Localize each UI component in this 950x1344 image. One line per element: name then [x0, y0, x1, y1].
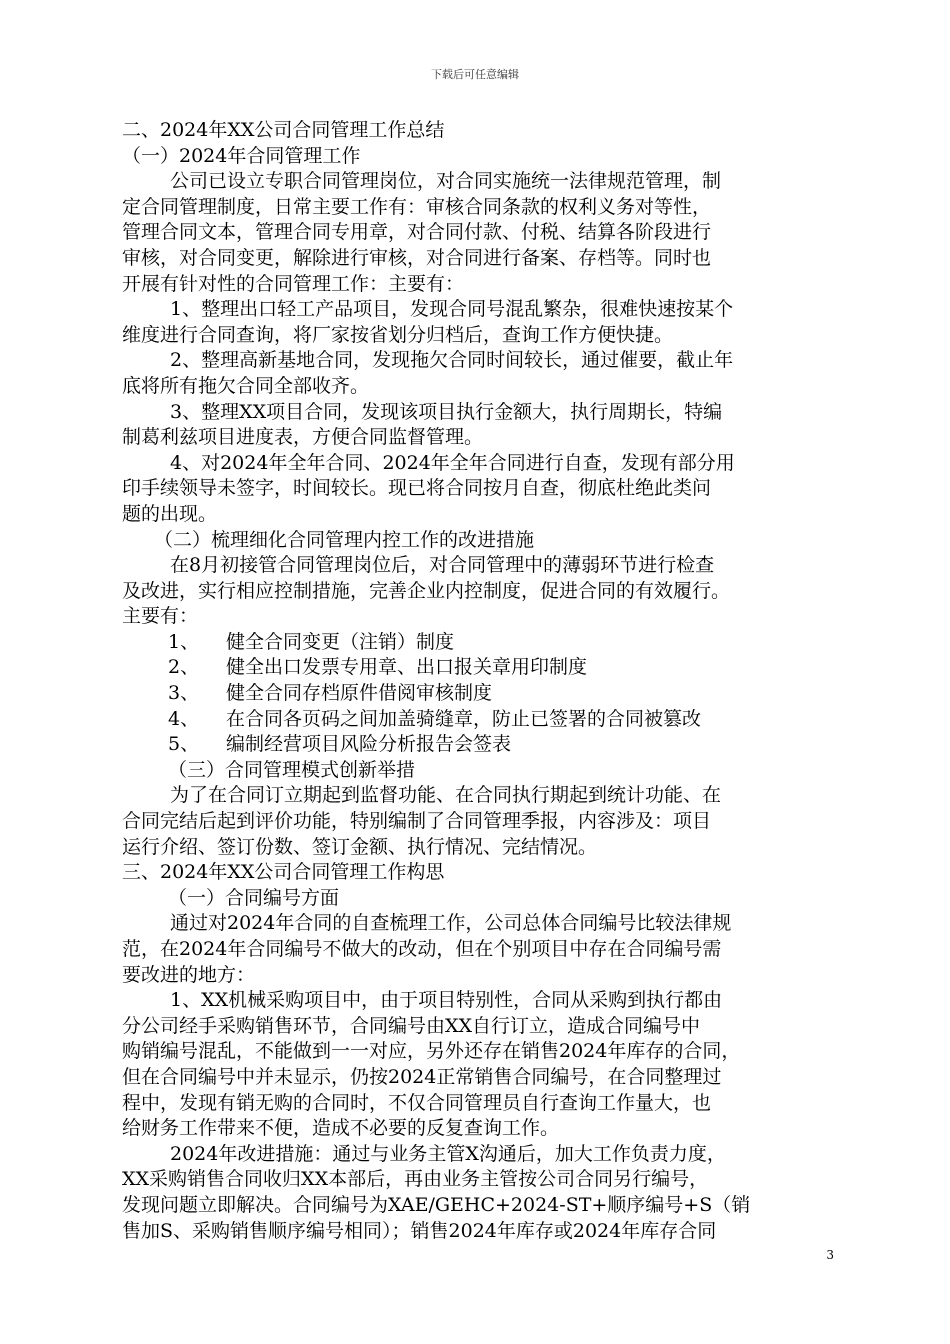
line-text: 主要有：	[122, 605, 199, 628]
line-text: 2、整理高新基地合同，发现拖欠合同时间较长，通过催要，截止年	[170, 349, 734, 372]
text-line	[122, 553, 834, 579]
text-line	[122, 1039, 834, 1065]
line-text: 为了在合同订立期起到监督功能、在合同执行期起到统计功能、在	[170, 784, 722, 807]
line-text: 健全合同存档原件借阅审核制度	[226, 682, 493, 705]
line-text: 二、2024年XX公司合同管理工作总结	[122, 119, 445, 141]
text-line	[122, 655, 834, 681]
line-text: 2024年改进措施：通过与业务主管X沟通后，加大工作负责力度，	[170, 1142, 726, 1165]
text-line	[122, 783, 834, 809]
line-text: 公司已设立专职合同管理岗位，对合同实施统一法律规范管理，制	[170, 170, 722, 193]
line-text: 但在合同编号中并未显示，仍按2024正常销售合同编号，在合同整理过	[122, 1065, 722, 1088]
text-line	[122, 400, 834, 426]
line-text: （一）2024年合同管理工作	[122, 144, 361, 167]
line-text: 购销编号混乱，不能做到一一对应，另外还存在销售2024年库存的合同，	[122, 1040, 741, 1063]
text-line	[122, 195, 834, 221]
line-text: 维度进行合同查询，将厂家按省划分归档后，查询工作方便快捷。	[122, 323, 674, 346]
text-line	[122, 758, 834, 784]
text-line	[122, 1219, 834, 1245]
line-text: 印手续领导未签字，时间较长。现已将合同按月自查，彻底杜绝此类问	[122, 477, 712, 500]
text-line	[122, 681, 834, 707]
list-number: 5、	[168, 733, 200, 756]
line-text: 运行介绍、签订份数、签订金额、执行情况、完结情况。	[122, 835, 598, 858]
text-line	[122, 348, 834, 374]
line-text: 题的出现。	[122, 502, 218, 525]
line-text: 发现问题立即解决。合同编号为XAE/GEHC+2024-ST+顺序编号+S（销	[122, 1193, 751, 1216]
line-text: 程中，发现有销无购的合同时，不仅合同管理员自行查询工作量大，也	[122, 1091, 712, 1114]
text-line	[122, 1091, 834, 1117]
text-line	[122, 272, 834, 298]
text-line	[122, 476, 834, 502]
text-line	[122, 144, 834, 170]
text-line	[122, 988, 834, 1014]
line-text: 合同完结后起到评价功能，特别编制了合同管理季报，内容涉及：项目	[122, 810, 712, 833]
text-line	[122, 707, 834, 733]
text-line	[122, 451, 834, 477]
line-text: 通过对2024年合同的自查梳理工作，公司总体合同编号比较法律规	[170, 912, 732, 935]
text-line	[122, 809, 834, 835]
text-line	[122, 220, 834, 246]
text-line	[122, 528, 834, 554]
text-line	[122, 630, 834, 656]
line-text: 制葛利兹项目进度表，方便合同监督管理。	[122, 426, 484, 449]
text-line	[122, 579, 834, 605]
line-text: 三、2024年XX公司合同管理工作构思	[122, 861, 445, 884]
text-line	[122, 1014, 834, 1040]
line-text: 健全合同变更（注销）制度	[226, 630, 455, 653]
text-line	[122, 169, 834, 195]
line-text: XX采购销售合同收归XX本部后，再由业务主管按公司合同另行编号，	[122, 1168, 709, 1191]
line-text: （三）合同管理模式创新举措	[168, 758, 416, 781]
text-line	[122, 886, 834, 912]
line-text: 1、XX机械采购项目中，由于项目特别性，合同从采购到执行都由	[170, 989, 723, 1012]
page-header-note: 下载后可任意编辑	[431, 68, 519, 81]
text-line	[122, 502, 834, 528]
line-text: 底将所有拖欠合同全部收齐。	[122, 374, 370, 397]
line-text: 售加S、采购销售顺序编号相同）；销售2024年库存或2024年库存合同	[122, 1219, 717, 1242]
line-text: 在合同各页码之间加盖骑缝章，防止已签署的合同被篡改	[226, 707, 702, 730]
text-line	[122, 835, 834, 861]
text-line	[122, 911, 834, 937]
text-line	[122, 246, 834, 272]
line-text: 给财务工作带来不便，造成不必要的反复查询工作。	[122, 1117, 560, 1140]
line-text: 在8月初接管合同管理岗位后，对合同管理中的薄弱环节进行检查	[170, 554, 715, 577]
text-line	[122, 1065, 834, 1091]
list-number: 1、	[168, 630, 200, 653]
line-text: （二）梳理细化合同管理内控工作的改进措施	[154, 528, 535, 551]
line-text: 范，在2024年合同编号不做大的改动，但在个别项目中存在合同编号需	[122, 938, 722, 960]
text-line	[122, 604, 834, 630]
text-line	[122, 374, 834, 400]
list-number: 2、	[168, 656, 200, 679]
text-line	[122, 963, 834, 989]
line-text: 分公司经手采购销售环节，合同编号由XX自行订立，造成合同编号中	[122, 1014, 701, 1037]
line-text: 1、整理出口轻工产品项目，发现合同号混乱繁杂，很难快速按某个	[170, 298, 734, 321]
text-line	[122, 860, 834, 886]
text-line	[122, 1167, 834, 1193]
text-line	[122, 1116, 834, 1142]
text-line	[122, 118, 834, 144]
text-line	[122, 425, 834, 451]
line-text: 定合同管理制度，日常主要工作有：审核合同条款的权利义务对等性，	[122, 195, 712, 218]
list-number: 4、	[168, 707, 200, 730]
line-text: 要改进的地方：	[122, 963, 256, 986]
line-text: 健全出口发票专用章、出口报关章用印制度	[226, 656, 588, 679]
text-line	[122, 732, 834, 758]
text-line	[122, 1142, 834, 1168]
page-number: 3	[826, 1248, 834, 1262]
line-text: 及改进，实行相应控制措施，完善企业内控制度，促进合同的有效履行。	[122, 579, 731, 602]
document-body	[122, 118, 834, 1244]
text-line	[122, 297, 834, 323]
line-text: 3、整理XX项目合同，发现该项目执行金额大，执行周期长，特编	[170, 400, 723, 423]
text-line	[122, 1193, 834, 1219]
line-text: 4、对2024年全年合同、2024年全年合同进行自查，发现有部分用	[170, 451, 735, 474]
line-text: 管理合同文本，管理合同专用章，对合同付款、付税、结算各阶段进行	[122, 221, 712, 244]
text-line	[122, 937, 834, 963]
line-text: （一）合同编号方面	[168, 886, 340, 909]
line-text: 审核，对合同变更，解除进行审核，对合同进行备案、存档等。同时也	[122, 246, 712, 269]
line-text: 开展有针对性的合同管理工作：主要有：	[122, 272, 465, 295]
text-line	[122, 323, 834, 349]
list-number: 3、	[168, 682, 200, 705]
line-text: 编制经营项目风险分析报告会签表	[226, 733, 512, 756]
